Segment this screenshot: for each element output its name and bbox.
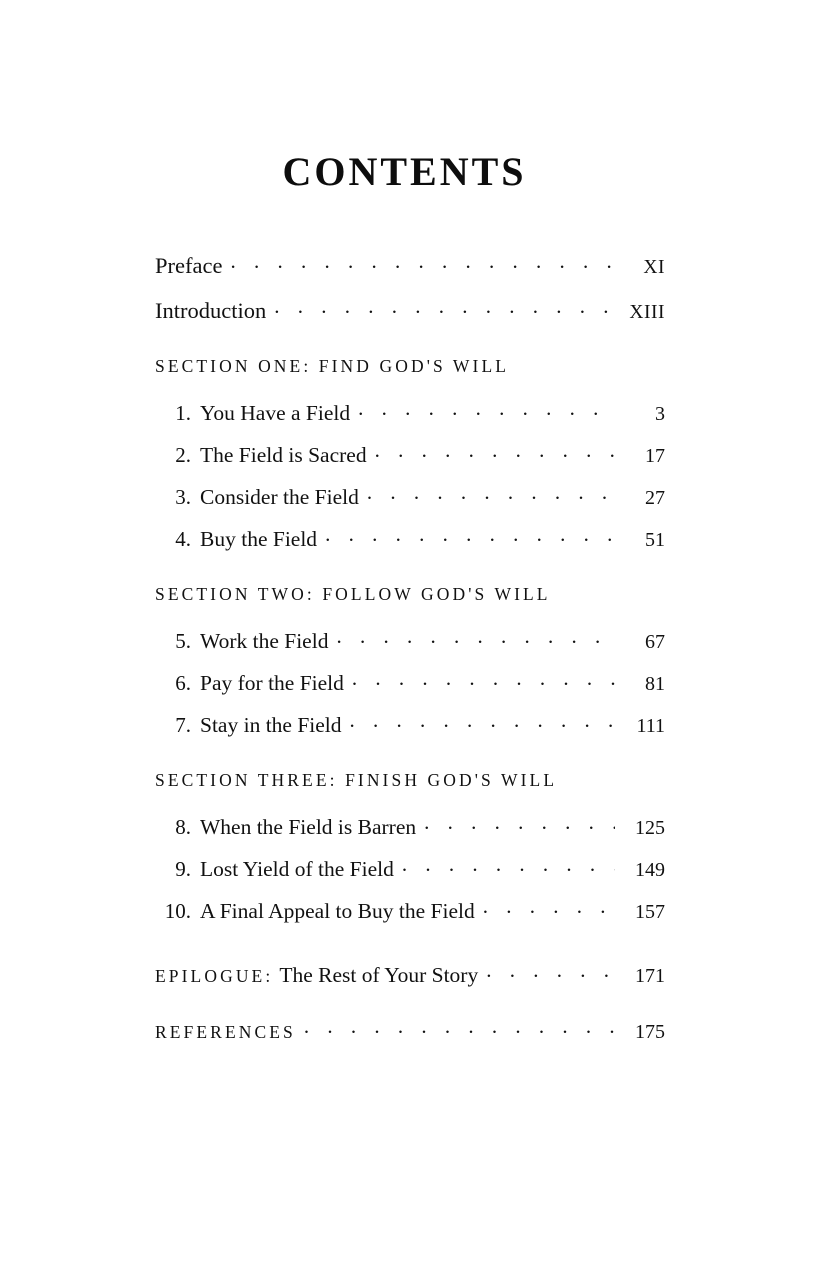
- references-label: REFERENCES: [155, 1021, 296, 1042]
- dot-leader: [367, 482, 615, 504]
- dot-leader: [274, 296, 615, 318]
- chapter-label: Lost Yield of the Field: [200, 856, 394, 881]
- toc-entry-page: XI: [643, 256, 665, 278]
- toc-chapter-row[interactable]: [155, 896, 665, 922]
- chapter-number: 10.: [164, 898, 191, 923]
- epilogue-label: EPILOGUE:: [155, 965, 274, 986]
- dot-leader: [424, 812, 615, 834]
- toc-chapter-row[interactable]: [155, 524, 665, 550]
- dot-leader: [350, 710, 615, 732]
- chapter-number: 2.: [175, 442, 191, 467]
- chapter-label: The Field is Sacred: [200, 442, 367, 467]
- toc-entry-epilogue[interactable]: [155, 960, 665, 986]
- epilogue-page: 171: [635, 964, 665, 987]
- toc-entry-references[interactable]: [155, 1020, 665, 1042]
- dot-leader: [325, 524, 615, 546]
- chapter-page: 67: [645, 630, 665, 653]
- chapter-number: 9.: [175, 856, 191, 881]
- chapter-number: 5.: [175, 628, 191, 653]
- chapter-page: 17: [645, 444, 665, 467]
- chapter-page: 51: [645, 528, 665, 551]
- section-heading-one: SECTION ONE: FIND GOD'S WILL: [155, 356, 510, 376]
- toc-entry-label: Preface: [155, 252, 223, 278]
- chapter-label: Consider the Field: [200, 484, 359, 509]
- chapter-label: You Have a Field: [200, 400, 351, 425]
- chapter-page: 81: [645, 672, 665, 695]
- toc-entry-label: Introduction: [155, 297, 267, 323]
- dot-leader: [486, 960, 615, 982]
- dot-leader: [304, 1020, 615, 1038]
- toc-entry-introduction[interactable]: [155, 296, 665, 322]
- chapter-number: 8.: [175, 814, 191, 839]
- chapter-label: Stay in the Field: [200, 712, 342, 737]
- toc-chapter-row[interactable]: [155, 668, 665, 694]
- chapter-number: 6.: [175, 670, 191, 695]
- chapter-label: A Final Appeal to Buy the Field: [200, 898, 475, 923]
- epilogue-text: The Rest of Your Story: [279, 962, 479, 987]
- toc-chapter-row[interactable]: [155, 482, 665, 508]
- toc-entry-page: XIII: [629, 301, 665, 323]
- chapter-label: Work the Field: [200, 628, 329, 653]
- dot-leader: [230, 251, 615, 273]
- chapter-page: 157: [635, 900, 665, 923]
- chapter-number: 7.: [175, 712, 191, 737]
- toc-chapter-row[interactable]: [155, 626, 665, 652]
- chapter-label: When the Field is Barren: [200, 814, 417, 839]
- chapter-page: 111: [636, 714, 665, 737]
- section-heading-two: SECTION TWO: FOLLOW GOD'S WILL: [155, 584, 551, 604]
- toc-chapter-row[interactable]: [155, 710, 665, 736]
- dot-leader: [352, 668, 615, 690]
- page-title: CONTENTS: [282, 149, 527, 194]
- dot-leader: [483, 896, 615, 918]
- references-page: 175: [635, 1020, 665, 1043]
- dot-leader: [402, 854, 615, 876]
- section-heading-three: SECTION THREE: FINISH GOD'S WILL: [155, 770, 558, 790]
- chapter-page: 27: [645, 486, 665, 509]
- chapter-label: Buy the Field: [200, 526, 318, 551]
- chapter-page: 149: [635, 858, 665, 881]
- toc-entries: [155, 251, 665, 1042]
- dot-leader: [358, 398, 615, 420]
- toc-chapter-row[interactable]: [155, 398, 665, 424]
- chapter-page: 3: [655, 402, 665, 425]
- dot-leader: [336, 626, 615, 648]
- chapter-number: 3.: [175, 484, 191, 509]
- toc-chapter-row[interactable]: [155, 440, 665, 466]
- toc-chapter-row[interactable]: [155, 854, 665, 880]
- chapter-page: 125: [635, 816, 665, 839]
- toc-chapter-row[interactable]: [155, 812, 665, 838]
- chapter-number: 4.: [175, 526, 191, 551]
- chapter-number: 1.: [175, 400, 191, 425]
- dot-leader: [375, 440, 615, 462]
- chapter-label: Pay for the Field: [200, 670, 344, 695]
- toc-entry-preface[interactable]: [155, 251, 665, 277]
